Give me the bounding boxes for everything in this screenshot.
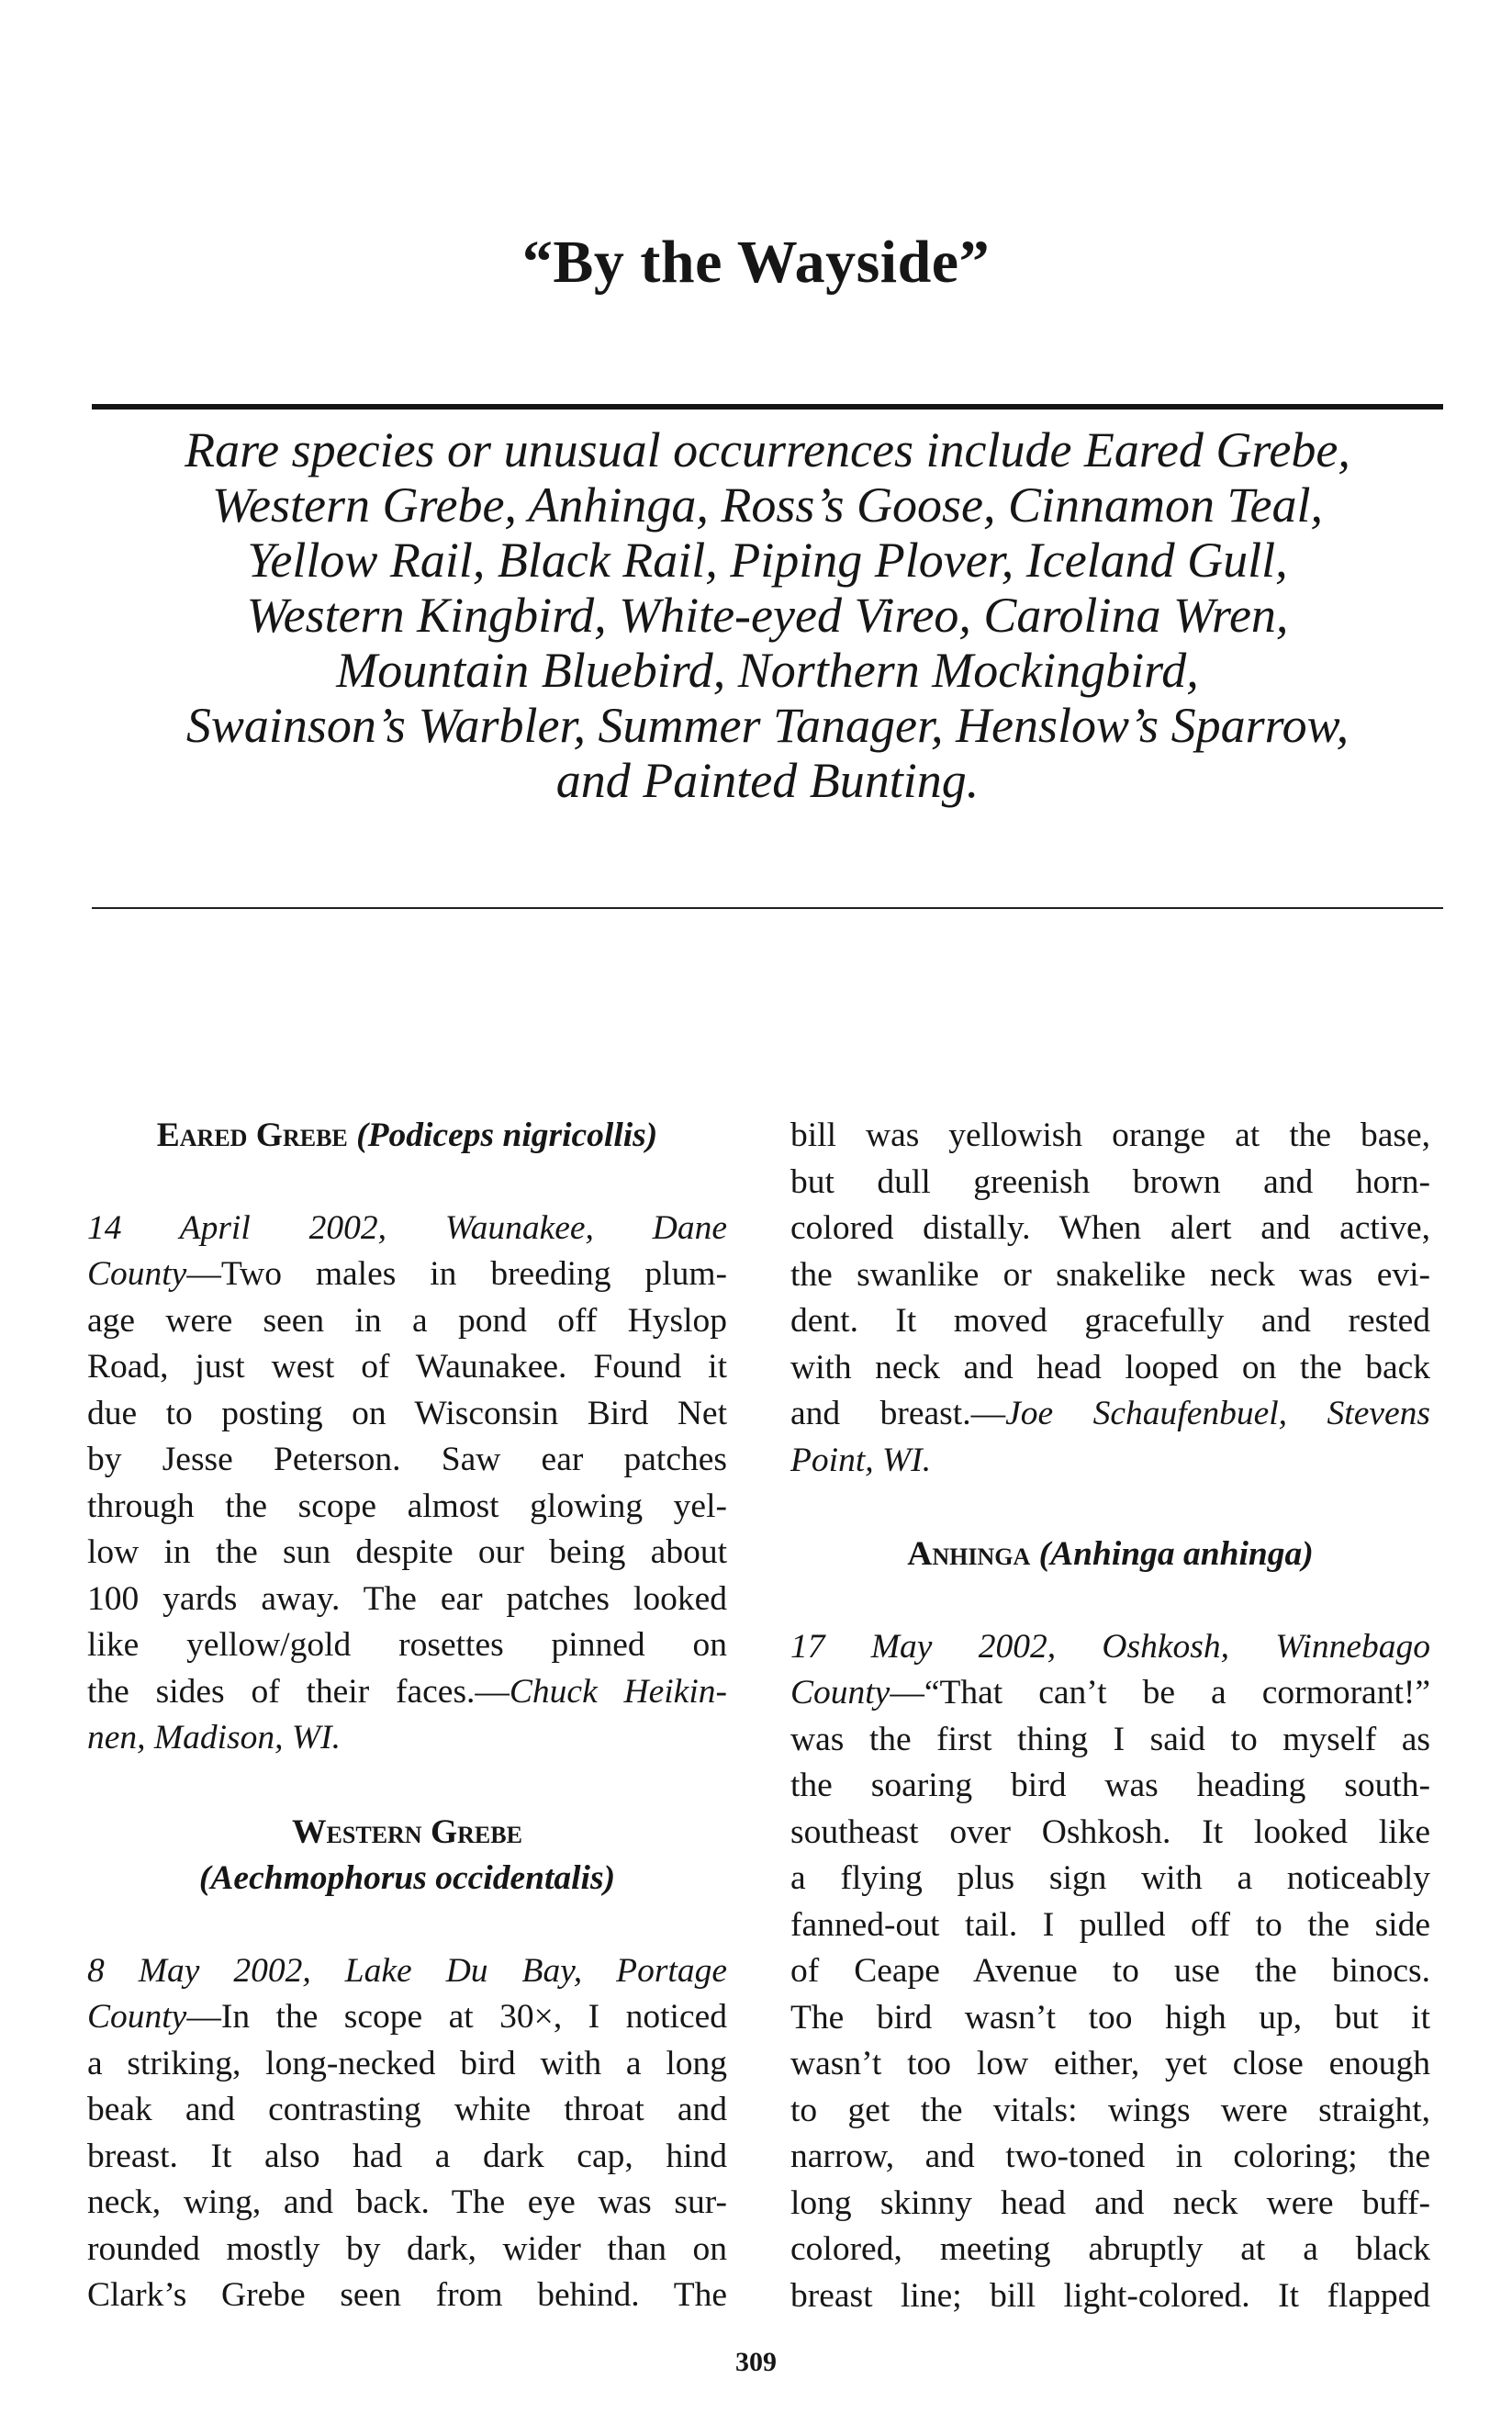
text-line: southeast over Oshkosh. It looked like [790, 1812, 1430, 1851]
observer-name: nen, Madison, WI. [87, 1719, 341, 1756]
species-heading-anhinga [790, 1532, 1430, 1578]
abstract [101, 422, 1434, 808]
text-line: to get the vitals: wings were straight, [790, 2091, 1430, 2129]
text-line: a striking, long-necked bird with a long [87, 2044, 727, 2082]
record-date-place: 17 May 2002, Oshkosh, Winnebago [790, 1627, 1430, 1666]
abstract-line: Yellow Rail, Black Rail, Piping Plover, Iceland Gull, [247, 533, 1288, 588]
record-dateline [87, 1206, 727, 1252]
abstract-line: Rare species or unusual occurrences include Eared Grebe, [185, 422, 1350, 477]
text-line: The bird wasn’t too high up, but it [790, 1998, 1430, 2037]
abstract-line: and Painted Bunting. [555, 753, 980, 808]
observer-name: Point, WI. [790, 1441, 932, 1479]
text-line: bill was yellowish orange at the base, [790, 1117, 1430, 1154]
text-line [790, 1438, 1430, 1485]
abstract-line: Mountain Bluebird, Northern Mockingbird, [336, 643, 1199, 698]
species-heading-western-grebe [87, 1810, 727, 1857]
left-column [87, 1113, 727, 2319]
record-county: County [87, 1255, 187, 1293]
text-line: due to posting on Wisconsin Bird Net [87, 1394, 727, 1432]
right-column [790, 1113, 1430, 2319]
record-dateline [87, 1948, 727, 1995]
page-number: 309 [735, 2347, 777, 2377]
abstract-line: Western Kingbird, White-eyed Vireo, Carolina Wren, [246, 588, 1289, 643]
scientific-name-line [87, 1856, 727, 1902]
text-line: 100 yards away. The ear patches looked [87, 1579, 727, 1618]
text-line: like yellow/gold rosettes pinned on [87, 1626, 727, 1664]
title-rule [92, 404, 1443, 410]
common-name: Western Grebe [292, 1812, 522, 1851]
text-line: age were seen in a pond off Hyslop [87, 1301, 727, 1340]
scientific-name: (Anhinga anhinga) [1038, 1535, 1314, 1573]
text-line: Road, just west of Waunakee. Found it [87, 1348, 727, 1386]
text-line: wasn’t too low either, yet close enough [790, 2045, 1430, 2082]
text-line: but dull greenish brown and horn- [790, 1162, 1430, 1201]
text-line: the sides of their faces.—Chuck Heikin- [87, 1672, 727, 1711]
text-line: the swanlike or snakelike neck was evi- [790, 1255, 1430, 1294]
scientific-name: (Podiceps nigricollis) [356, 1117, 658, 1154]
record-county: County [87, 1998, 187, 2036]
text-line: and breast.—Joe Schaufenbuel, Stevens [790, 1395, 1430, 1432]
text-line: by Jesse Peterson. Saw ear patches [87, 1441, 727, 1478]
text-line: low in the sun despite our being about [87, 1533, 727, 1571]
text-line: dent. It moved gracefully and rested [790, 1302, 1430, 1340]
text-line: fanned-out tail. I pulled off to the side [790, 1905, 1430, 1944]
species-heading-eared-grebe [87, 1113, 727, 1160]
text-line: neck, wing, and back. The eye was sur- [87, 2183, 727, 2221]
record-date-place: 8 May 2002, Lake Du Bay, Portage [87, 1951, 727, 1990]
text-line: Clark’s Grebe seen from behind. The [87, 2276, 727, 2314]
record-county: County [790, 1674, 890, 1711]
text-line: a flying plus sign with a noticeably [790, 1859, 1430, 1897]
text-line: colored, meeting abruptly at a black [790, 2230, 1430, 2268]
scientific-name: (Aechmophorus occidentalis) [198, 1859, 616, 1897]
text-line: narrow, and two-toned in coloring; the [790, 2138, 1430, 2175]
common-name: Eared Grebe [156, 1117, 348, 1154]
text-line: the soaring bird was heading south- [790, 1767, 1430, 1804]
text-line: beak and contrasting white throat and [87, 2091, 727, 2128]
abstract-rule [92, 907, 1443, 909]
text-line: of Ceape Avenue to use the binocs. [790, 1952, 1430, 1990]
common-name: Anhinga [907, 1535, 1031, 1573]
observer-name: Joe Schaufenbuel, Stevens [1005, 1395, 1430, 1432]
text-line: was the first thing I said to myself as [790, 1720, 1430, 1758]
record-line: County—Two males in breeding plum- [87, 1255, 727, 1293]
abstract-line: Swainson’s Warbler, Summer Tanager, Henslow’s Sparrow, [185, 698, 1350, 753]
text-line: rounded mostly by dark, wider than on [87, 2229, 727, 2268]
record-dateline [790, 1624, 1430, 1671]
text-line: long skinny head and neck were buff- [790, 2183, 1430, 2222]
text-line: with neck and head looped on the back [790, 1348, 1430, 1386]
text-line: through the scope almost glowing yel- [87, 1487, 727, 1525]
record-line: County—In the scope at 30×, I noticed [87, 1998, 727, 2036]
record-line: County—“That can’t be a cormorant!” [790, 1674, 1430, 1711]
text-line: breast. It also had a dark cap, hind [87, 2137, 727, 2175]
text-line: breast line; bill light-colored. It flapped [790, 2276, 1430, 2315]
observer-name: Chuck Heikin- [509, 1672, 727, 1711]
page-title: “By the Wayside” [521, 229, 991, 296]
text-line [87, 1715, 727, 1762]
text-line: colored distally. When alert and active, [790, 1209, 1430, 1247]
record-date-place: 14 April 2002, Waunakee, Dane [87, 1208, 727, 1247]
abstract-line: Western Grebe, Anhinga, Ross’s Goose, Cinnamon Teal, [211, 477, 1324, 533]
